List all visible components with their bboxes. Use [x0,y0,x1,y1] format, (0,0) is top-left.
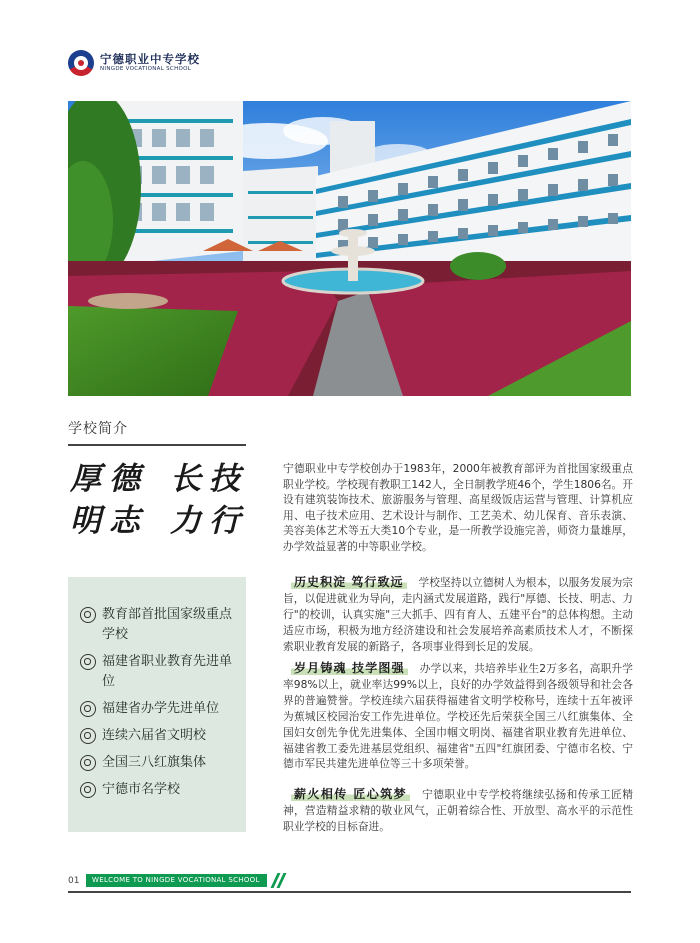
history-text: 学校坚持以立德树人为根本，以服务发展为宗旨，以促进就业为导向，走内涵式发展道路，践行"厚德、长技、明志、力行"的校训，认真实施"三大抓手、四有育人、五建平台"的总体构想。主动适应市场，积极为地方经济建设和社会发展培养高素质技术人才，不断探索职业教育发展的新路子，各项事业得到长足的发展。 [283,576,633,653]
honor-item: 宁德市名学校 [80,780,238,800]
slash-decoration-icon [274,873,283,888]
achievement-section [283,661,633,772]
school-logo [68,50,200,76]
school-motto [70,458,248,542]
honor-item: 教育部首批国家级重点学校 [80,605,238,645]
motto-line1-right: 长技 [170,461,248,497]
honor-item: 福建省办学先进单位 [80,699,238,719]
achievement-title: 岁月铸魂 技学图强 [291,661,408,675]
future-section [283,787,633,835]
school-name-en: NINGDE VOCATIONAL SCHOOL [100,66,192,72]
school-name-cn: 宁德职业中专学校 [100,51,200,66]
honor-item: 连续六届省文明校 [80,726,238,746]
circle-bullet-icon [80,607,96,623]
history-section [283,575,633,655]
campus-photo [68,101,631,396]
intro-paragraph: 宁德职业中专学校创办于1983年，2000年被教育部评为首批国家级重点职业学校。学校现有教职工142人，全日制教学班46个，学生1806名。开设有建筑装饰技术、旅游服务与管理、高星级饭店运营与管理、计算机应用、电子技术应用、艺术设计与制作、工艺美术、幼儿保育、音乐表演、美容美体艺术等五大类10个专业，是一所教学设施完善，师资力量雄厚，办学效益显著的中等职业学校。 [283,462,633,553]
motto-line2-left: 明志 [70,503,148,539]
motto-line1-left: 厚德 [70,461,148,497]
circle-bullet-icon [80,728,96,744]
history-title: 历史积淀 笃行致远 [291,575,407,589]
circle-bullet-icon [80,782,96,798]
motto-line2-right: 力行 [170,503,248,539]
section-divider [68,444,246,446]
honor-item: 福建省职业教育先进单位 [80,652,238,692]
section-title: 学校简介 [68,421,128,437]
circle-bullet-icon [80,755,96,771]
footer-divider [68,891,631,893]
school-emblem-icon [68,50,94,76]
honor-item: 全国三八红旗集体 [80,753,238,773]
honors-box [68,577,246,832]
page-number: 01 [68,876,80,886]
circle-bullet-icon [80,654,96,670]
achievement-text: 办学以来，共培养毕业生2万多名，高职升学率98%以上，就业率达99%以上，良好的办学效益得到各级领导和社会各界的普遍赞誉。学校连续六届获得福建省文明学校称号，连续十五年被评为蕉城区校园治安工作先进单位。学校还先后荣获全国三八红旗集体、全国妇女创先争优先进集体、全国巾帼文明岗、福建省职业教育先进单位、福建省教工委先进基层党组织、福建省"五四"红旗团委、宁德市名校、宁德市军民共建先进单位等三十多项荣誉。 [283,662,633,771]
footer-banner: WELCOME TO NINGDE VOCATIONAL SCHOOL [86,874,267,887]
future-text: 宁德职业中专学校将继续弘扬和传承工匠精神，营造精益求精的敬业风气，正朝着综合性、开放型、高水平的示范性职业学校的目标奋进。 [283,788,633,833]
future-title: 薪火相传 匠心筑梦 [291,787,410,801]
circle-bullet-icon [80,701,96,717]
